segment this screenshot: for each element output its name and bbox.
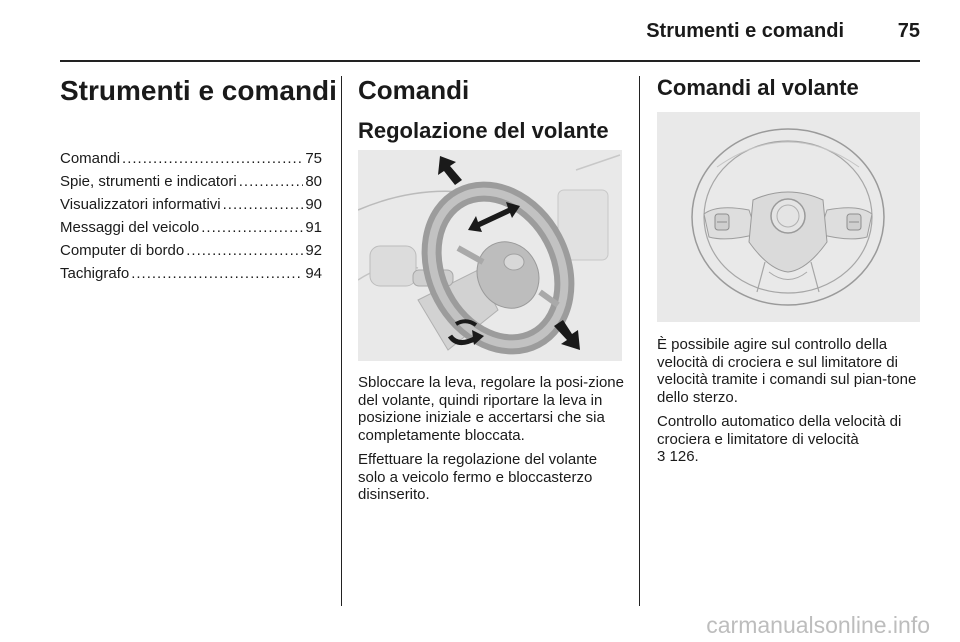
- toc-entry[interactable]: [60, 150, 322, 173]
- toc-page: 91: [305, 219, 322, 236]
- toc-page: 75: [305, 150, 322, 167]
- toc-page: 90: [305, 196, 322, 213]
- body-paragraph: Effettuare la regolazione del volante solo a veicolo fermo e bloccasterzo disinserito.: [358, 451, 598, 503]
- toc-entry[interactable]: [60, 219, 322, 242]
- toc-leader: [239, 173, 304, 190]
- watermark: carmanualsonline.info: [706, 612, 930, 638]
- toc-entry[interactable]: [60, 265, 322, 288]
- toc-leader: [223, 196, 304, 213]
- body-paragraph: Sbloccare la leva, regolare la posi-zione del volante, quindi riportare la leva in posizione iniziale e accertarsi che sia completamente bloccata.: [358, 374, 624, 444]
- right-section-title: Comandi al volante: [657, 75, 859, 100]
- body-paragraph: È possibile agire sul controllo della velocità di crociera e sul limitatore di velocità tramite i comandi sul pian-tone dello sterzo.: [657, 336, 917, 406]
- steering-adjust-illustration: [358, 150, 622, 361]
- right-body-text: [657, 336, 923, 473]
- running-header-title: Strumenti e comandi: [646, 20, 844, 42]
- steering-controls-figure: [657, 112, 920, 322]
- toc-label: Comandi: [60, 150, 121, 167]
- cruise-control-button-icon: [715, 214, 729, 230]
- cross-reference-title: Controllo automatico della velocità di crociera e limitatore di velocità: [657, 413, 902, 448]
- column-divider-right: [639, 76, 640, 606]
- reference-arrow-icon: 3: [657, 448, 666, 465]
- chapter-title: Strumenti e comandi: [60, 75, 337, 106]
- toc-leader: [122, 150, 303, 167]
- toc-page: 94: [305, 265, 322, 282]
- subsection-title: Regolazione del volante: [358, 118, 609, 143]
- speed-limiter-button-icon: [847, 214, 861, 230]
- steering-adjust-figure: [358, 150, 622, 361]
- toc-page: 92: [305, 242, 322, 259]
- toc-entry[interactable]: [60, 196, 322, 219]
- toc-label: Visualizzatori informativi: [60, 196, 221, 213]
- page-number: 75: [897, 20, 920, 42]
- body-paragraph: [657, 413, 923, 466]
- toc-leader: [131, 265, 303, 282]
- middle-body-text: [358, 374, 624, 511]
- toc-label: Messaggi del veicolo: [60, 219, 200, 236]
- toc-label: Tachigrafo: [60, 265, 130, 282]
- header-rule: [60, 60, 920, 62]
- toc-label: Spie, strumenti e indicatori: [60, 173, 237, 190]
- toc-leader: [186, 242, 303, 259]
- toc-entry[interactable]: [60, 173, 322, 196]
- section-title: Comandi: [358, 75, 470, 105]
- toc-page: 80: [305, 173, 322, 190]
- table-of-contents: [60, 150, 322, 288]
- column-divider-left: [341, 76, 342, 606]
- toc-label: Computer di bordo: [60, 242, 185, 259]
- page-reference-link[interactable]: 126.: [669, 448, 699, 465]
- steering-controls-illustration: [657, 112, 920, 322]
- toc-entry[interactable]: [60, 242, 322, 265]
- toc-leader: [201, 219, 303, 236]
